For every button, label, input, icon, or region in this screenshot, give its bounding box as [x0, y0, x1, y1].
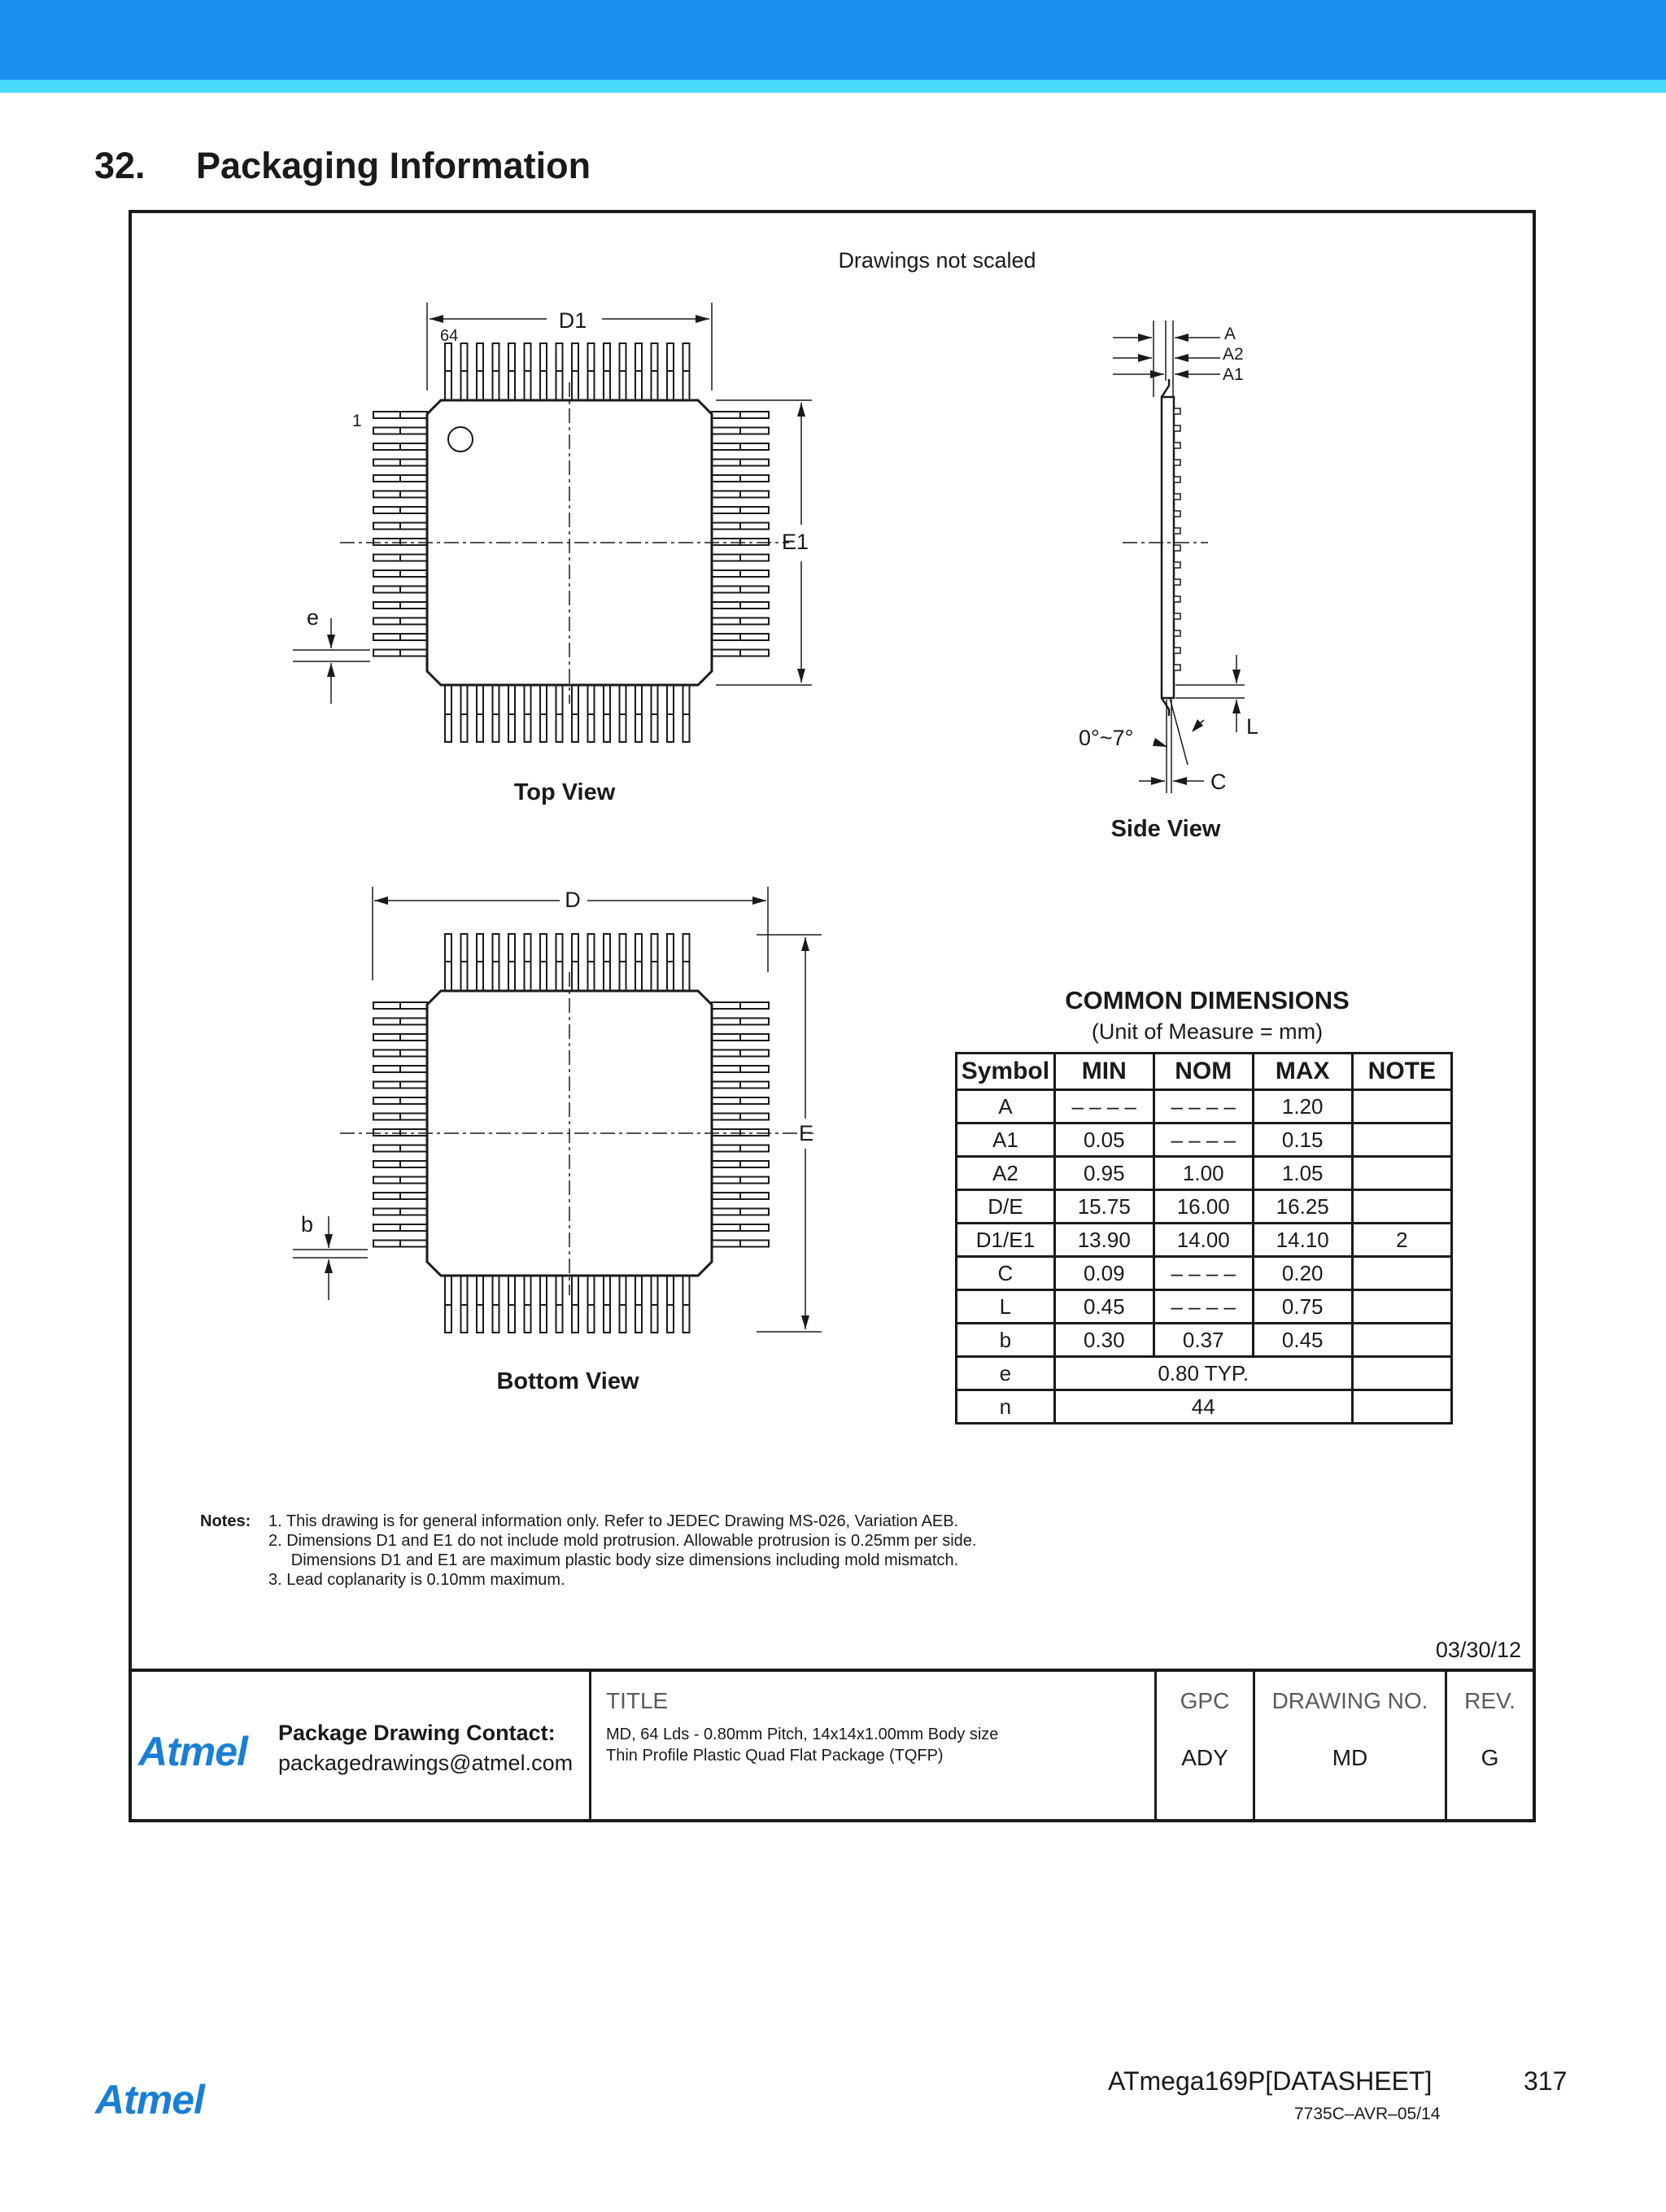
table-cell: – – – –: [1154, 1123, 1253, 1157]
bottom-view-leads-bottom: [445, 1276, 690, 1333]
drawing-no-cell: [1253, 1672, 1445, 1822]
dim-l-label: L: [1246, 714, 1259, 739]
side-lead: [1174, 579, 1180, 585]
gpc-value: ADY: [1181, 1745, 1228, 1770]
table-row: [957, 1324, 1452, 1357]
top-view-leads-right: [712, 412, 769, 657]
bottom-view: [293, 887, 822, 1333]
side-lead: [1174, 665, 1180, 670]
table-cell: 0.05: [1054, 1123, 1154, 1157]
table-row: [957, 1157, 1452, 1190]
top-view-leads-bottom: [445, 685, 690, 742]
table-cell: A1: [957, 1123, 1055, 1157]
footer-page-number: 317: [1524, 2066, 1568, 2096]
side-lead: [1174, 425, 1180, 431]
footer-doc-title: ATmega169P[DATASHEET]: [1108, 2066, 1433, 2096]
table-cell: 16.25: [1253, 1190, 1352, 1224]
bottom-view-leads-top: [445, 934, 690, 991]
rev-cell: [1445, 1672, 1533, 1822]
side-lead: [1174, 545, 1180, 551]
dim-pitch-label: e: [307, 605, 320, 630]
side-view-caption: Side View: [1110, 816, 1221, 842]
table-cell: [1352, 1357, 1451, 1390]
gpc-cell: [1154, 1672, 1253, 1822]
table-row: [957, 1123, 1452, 1157]
bottom-view-leads-left: [373, 1002, 427, 1247]
table-row: [957, 1190, 1452, 1224]
dim-a2-label: A2: [1223, 345, 1244, 364]
table-row: [957, 1224, 1452, 1257]
gpc-head: GPC: [1180, 1688, 1230, 1713]
table-cell: 0.20: [1253, 1257, 1352, 1290]
table-cell: 0.15: [1253, 1123, 1352, 1157]
table-cell: – – – –: [1054, 1090, 1154, 1123]
package-title-line2: Thin Profile Plastic Quad Flat Package (TQFP): [606, 1747, 944, 1765]
table-cell: 0.45: [1253, 1324, 1352, 1357]
table-cell: 1.20: [1253, 1090, 1352, 1123]
col-max: MAX: [1253, 1054, 1352, 1090]
note-line: 2. Dimensions D1 and E1 do not include mold protrusion. Allowable protrusion is 0.25mm per side.: [268, 1532, 977, 1550]
table-cell: 0.30: [1054, 1324, 1154, 1357]
side-lead: [1174, 477, 1180, 482]
table-row: [957, 1257, 1452, 1290]
side-lead: [1174, 528, 1180, 534]
side-lead: [1174, 596, 1180, 602]
pin-64-label: 64: [440, 327, 459, 345]
side-lead: [1174, 511, 1180, 517]
table-cell: A2: [957, 1157, 1055, 1190]
dim-e1-label: E1: [782, 530, 809, 554]
dim-d1-label: D1: [558, 308, 587, 333]
rev-value: G: [1481, 1745, 1499, 1770]
drawing-date: 03/30/12: [1435, 1638, 1521, 1662]
table-cell: 13.90: [1054, 1224, 1154, 1257]
table-cell: 2: [1352, 1224, 1451, 1257]
side-lead: [1174, 460, 1180, 465]
table-cell: 0.37: [1154, 1324, 1253, 1357]
table-cell: 0.09: [1054, 1257, 1154, 1290]
rev-head: REV.: [1464, 1688, 1516, 1713]
table-cell: [1352, 1190, 1451, 1224]
table-cell: 1.05: [1253, 1157, 1352, 1190]
bottom-view-leads-right: [712, 1002, 769, 1247]
top-view: [293, 303, 812, 742]
package-title-line1: MD, 64 Lds - 0.80mm Pitch, 14x14x1.00mm Body size: [606, 1726, 999, 1743]
note-line: 3. Lead coplanarity is 0.10mm maximum.: [268, 1571, 565, 1589]
table-cell: n: [957, 1390, 1055, 1424]
side-lead: [1174, 494, 1180, 500]
side-lead: [1174, 648, 1180, 653]
drawing-no-value: MD: [1332, 1745, 1368, 1770]
table-cell: 44: [1054, 1390, 1352, 1424]
side-lead: [1174, 630, 1180, 636]
table-cell: – – – –: [1154, 1290, 1253, 1324]
side-lead: [1174, 613, 1180, 619]
side-lead: [1174, 562, 1180, 568]
table-cell: 0.95: [1054, 1157, 1154, 1190]
table-cell: 16.00: [1154, 1190, 1253, 1224]
table-cell: 0.80 TYP.: [1054, 1357, 1352, 1390]
table-row: [957, 1090, 1452, 1123]
pin-1-label: 1: [352, 412, 362, 430]
table-cell: 14.00: [1154, 1224, 1253, 1257]
table-cell: 0.45: [1054, 1290, 1154, 1324]
angle-label: 0°~7°: [1079, 726, 1134, 750]
top-view-leads-top: [445, 343, 690, 400]
table-cell: [1352, 1090, 1451, 1123]
table-cell: 14.10: [1253, 1224, 1352, 1257]
bottom-view-caption: Bottom View: [496, 1368, 639, 1394]
table-cell: L: [957, 1290, 1055, 1324]
footer-logo: Atmel: [95, 2077, 204, 2123]
table-cell: D/E: [957, 1190, 1055, 1224]
side-view: [1113, 321, 1245, 793]
dim-c-label: C: [1210, 770, 1227, 794]
section-title: Packaging Information: [196, 145, 591, 186]
table-cell: – – – –: [1154, 1257, 1253, 1290]
table-cell: e: [957, 1357, 1055, 1390]
table-cell: [1352, 1324, 1451, 1357]
col-nom: NOM: [1154, 1054, 1253, 1090]
table-cell: b: [957, 1324, 1055, 1357]
contact-email: packagedrawings@atmel.com: [278, 1751, 574, 1775]
table-row: [957, 1357, 1452, 1390]
dim-a-label: A: [1224, 325, 1236, 343]
col-min: MIN: [1054, 1054, 1154, 1090]
contact-label: Package Drawing Contact:: [278, 1721, 556, 1745]
col-symbol: Symbol: [957, 1054, 1055, 1090]
dim-b-label: b: [301, 1212, 314, 1237]
side-lead: [1174, 408, 1180, 414]
common-dimensions-title: COMMON DIMENSIONS: [1065, 986, 1350, 1014]
dim-d-label: D: [565, 888, 581, 912]
table-cell: D1/E1: [957, 1224, 1055, 1257]
table-row: [957, 1390, 1452, 1424]
table-header-row: [957, 1054, 1452, 1090]
drawing-note: Drawings not scaled: [838, 248, 1036, 273]
dim-e-label: E: [799, 1121, 814, 1145]
table-cell: [1352, 1157, 1451, 1190]
dim-a1-label: A1: [1223, 365, 1244, 384]
col-note: NOTE: [1352, 1054, 1451, 1090]
table-cell: A: [957, 1090, 1055, 1123]
note-line: 1. This drawing is for general information only. Refer to JEDEC Drawing MS-026, Variation AEB.: [268, 1512, 959, 1530]
table-cell: – – – –: [1154, 1090, 1253, 1123]
table-row: [957, 1290, 1452, 1324]
notes-label: Notes:: [200, 1512, 251, 1530]
drawing-no-head: DRAWING NO.: [1271, 1688, 1428, 1713]
common-dimensions-subtitle: (Unit of Measure = mm): [1091, 1019, 1324, 1044]
footer-doc-code: 7735C–AVR–05/14: [1294, 2105, 1441, 2123]
table-cell: [1352, 1290, 1451, 1324]
table-cell: 1.00: [1154, 1157, 1253, 1190]
side-view-body: [1162, 397, 1174, 698]
title-head: TITLE: [606, 1688, 669, 1713]
section-number: 32.: [94, 145, 146, 186]
common-dimensions-table: [955, 1052, 1453, 1424]
note-line: Dimensions D1 and E1 are maximum plastic body size dimensions including mold mismatch.: [268, 1551, 959, 1569]
table-cell: 0.75: [1253, 1290, 1352, 1324]
top-view-leads-left: [373, 412, 427, 657]
table-cell: [1352, 1257, 1451, 1290]
table-cell: [1352, 1123, 1451, 1157]
table-cell: 15.75: [1054, 1190, 1154, 1224]
atmel-logo: Atmel: [138, 1729, 247, 1774]
table-cell: [1352, 1390, 1451, 1424]
table-cell: C: [957, 1257, 1055, 1290]
side-lead: [1174, 443, 1180, 448]
top-view-caption: Top View: [513, 779, 616, 805]
